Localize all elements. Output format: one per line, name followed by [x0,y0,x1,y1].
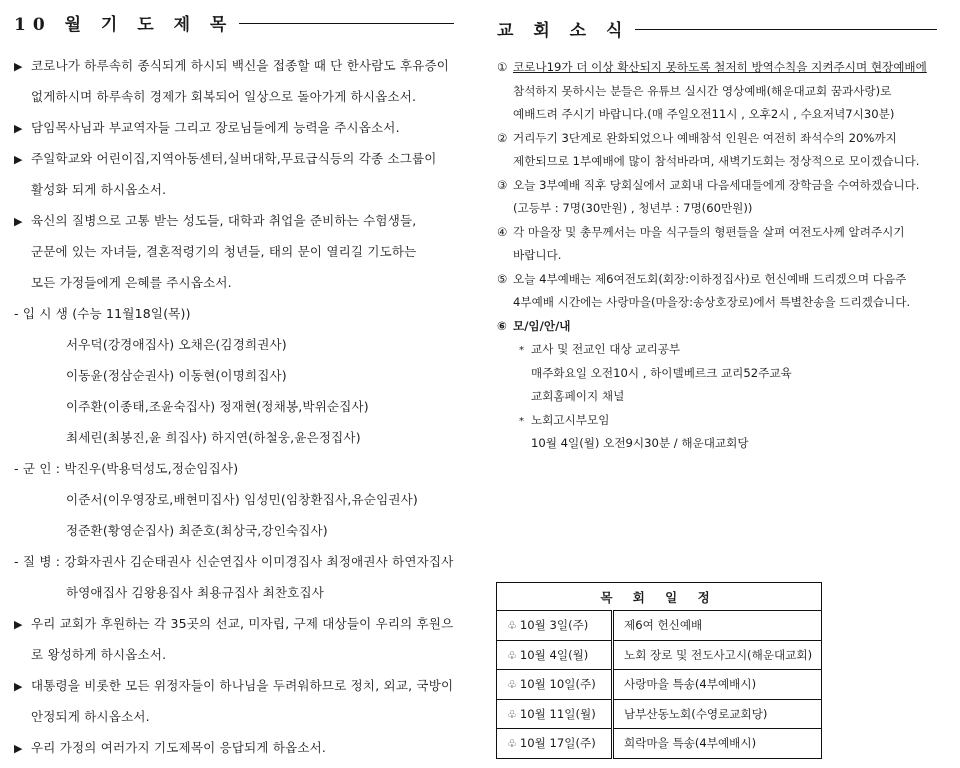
prayer-line: ▶ 코로나가 하루속히 종식되게 하시되 백신을 접종할 때 단 한사람도 후유증이 [14,50,454,81]
news-item-5: ⑤ 오늘 4부예배는 제6여전도회(회장:이하정집사)로 헌신예배 드리겠으며 다음주 [497,268,937,292]
header-rule [239,23,454,24]
circled-number: ② [497,130,508,145]
schedule-date: ♧ 10월 4일(월) [497,640,613,670]
meeting-group: * 교사 및 전교인 대상 교리공부 [497,338,937,362]
prayer-line: 활성화 되게 하시옵소서. [31,182,167,197]
clover-icon: ♧ [507,648,517,662]
schedule-date: ♧ 10월 10일(주) [497,670,613,700]
name-line: 이동윤(정삼순권사) 이동현(이명희집사) [66,368,287,383]
schedule-event: 희락마을 특송(4부예배시) [613,729,822,759]
prayer-line: 군문에 있는 자녀들, 결혼적령기의 청년들, 태의 문이 열리길 기도하는 [31,244,417,259]
prayer-line: ▶ 육신의 질병으로 고통 받는 성도들, 대학과 취업을 준비하는 수험생들, [14,205,454,236]
asterisk-bullet-icon: * [519,415,524,427]
circled-number: ③ [497,177,508,192]
triangle-bullet-icon: ▶ [14,742,23,755]
illness-label: - 질 병 : 강화자권사 김순태권사 신순연집사 이미경집사 최정애권사 하연자집사 [14,554,454,569]
schedule-event: 사랑마을 특송(4부예배시) [613,670,822,700]
circled-number: ⑤ [497,271,508,286]
schedule-title: 목 회 일 정 [497,583,822,611]
prayer-line: ▶ 담임목사님과 부교역자들 그리고 장로님들에게 능력을 주시옵소서. [14,112,454,143]
prayer-line: ▶ 우리 가정의 여러가지 기도제목이 응답되게 하옵소서. [14,732,454,763]
clover-icon: ♧ [507,619,517,633]
clover-icon: ♧ [507,678,517,692]
exam-students-label: - 입 시 생 (수능 11월18일(목)) [14,306,191,321]
name-line: 이주환(이종태,조윤숙집사) 정재현(정채봉,박위순집사) [66,399,369,414]
triangle-bullet-icon: ▶ [14,215,23,228]
schedule-date: ♧ 10월 17일(주) [497,729,613,759]
schedule-event: 제6여 헌신예배 [613,611,822,641]
name-line: 하영애집사 김왕용집사 최용규집사 최찬호집사 [66,585,325,600]
name-line: 최세린(최봉진,윤 희집사) 하지연(하철웅,윤은정집사) [66,430,361,445]
news-line: 제한되므로 1부예배에 많이 참석바라며, 새벽기도회는 정상적으로 모이겠습니다. [513,154,920,168]
triangle-bullet-icon: ▶ [14,680,23,693]
military-label: - 군 인 : 박진우(박용덕성도,정순임집사) [14,461,239,476]
name-line: 이준서(이우영장로,배현미집사) 임성민(임창환집사,유순임권사) [66,492,418,507]
prayer-line: 안정되게 하시옵소서. [31,709,150,724]
header-rule [635,29,937,30]
prayer-line: ▶ 우리 교회가 후원하는 각 35곳의 선교, 미자립, 구제 대상들이 우리의 후원으 [14,608,454,639]
prayer-header [14,0,454,44]
prayer-line: ▶ 주일학교와 어린이집,지역아동센터,실버대학,무료급식등의 각종 소그룹이 [14,143,454,174]
meeting-detail: 매주화요일 오전10시 , 하이델베르크 교리52주교육 [531,365,792,380]
schedule-event: 노회 장로 및 전도사고시(해운대교회) [613,640,822,670]
table-row [497,611,822,641]
pastoral-schedule-table [496,582,822,759]
circled-number: ⑥ [497,318,507,333]
schedule-event: 남부산동노회(수영로교회당) [613,699,822,729]
prayer-line: 없게하시며 하루속히 경제가 회복되어 일상으로 돌아가게 하시옵소서. [31,89,417,104]
prayer-line: ▶ 대통령을 비롯한 모든 위정자들이 하나님을 두려워하므로 정치, 외교, 국방이 [14,670,454,701]
news-item-6 [497,315,937,339]
prayer-title: 10 월 기 도 제 목 [14,14,234,35]
news-title: 교 회 소 식 [497,20,630,41]
table-row [497,640,822,670]
table-row [497,729,822,759]
prayer-line: 모든 가정들에게 은혜를 주시옵소서. [31,275,232,290]
news-list [497,56,937,456]
circled-number: ④ [497,224,508,239]
table-row [497,670,822,700]
prayer-topics-section [14,0,454,763]
meeting-detail: 교회홈페이지 채널 [531,389,625,403]
news-header [497,0,937,56]
meeting-detail: 10월 4일(월) 오전9시30분 / 해운대교회당 [531,436,749,450]
prayer-list [14,50,454,763]
meeting-group: * 노회고시부모임 [497,409,937,433]
meeting-title: 모/임/안/내 [513,318,571,333]
clover-icon: ♧ [507,737,517,751]
news-item-2: ② 거리두기 3단계로 완화되었으나 예배참석 인원은 여전히 좌석수의 20%까지 [497,127,937,151]
schedule-date: ♧ 10월 3일(주) [497,611,613,641]
name-line: 정준환(황영순집사) 최준호(최상국,강인숙집사) [66,523,328,538]
news-line: 바랍니다. [513,248,562,262]
news-item-3: ③ 오늘 3부예배 직후 당회실에서 교회내 다음세대들에게 장학금을 수여하겠습니다. [497,174,937,198]
prayer-line: 로 왕성하게 하시옵소서. [31,647,167,662]
news-line: 예배드려 주시기 바랍니다.(매 주일오전11시 , 오후2시 , 수요저녁7시30분) [513,107,895,121]
schedule-date: ♧ 10월 11일(월) [497,699,613,729]
triangle-bullet-icon: ▶ [14,153,23,166]
triangle-bullet-icon: ▶ [14,122,23,135]
triangle-bullet-icon: ▶ [14,618,23,631]
news-line: 참석하지 못하시는 분들은 유튜브 실시간 영상예배(해운대교회 꿈과사랑)로 [513,83,892,98]
news-item-4: ④ 각 마을장 및 총무께서는 마을 식구들의 형편들을 살펴 여전도사께 알려주시기 [497,221,937,245]
table-row [497,699,822,729]
news-line: (고등부 : 7명(30만원) , 청년부 : 7명(60만원)) [513,201,753,215]
clover-icon: ♧ [507,707,517,721]
circled-number: ① [497,60,508,74]
news-line: 4부예배 시간에는 사랑마을(마을장:송상호장로)에서 특별찬송을 드리겠습니다. [513,295,911,309]
asterisk-bullet-icon: * [519,345,524,356]
name-line: 서우덕(강경애집사) 오채은(김경희권사) [66,337,287,352]
church-news-section [497,0,937,456]
news-item-1: ① 코로나19가 더 이상 확산되지 못하도록 철저히 방역수칙을 지켜주시며 현장예배에 [497,56,937,80]
triangle-bullet-icon: ▶ [14,60,23,73]
